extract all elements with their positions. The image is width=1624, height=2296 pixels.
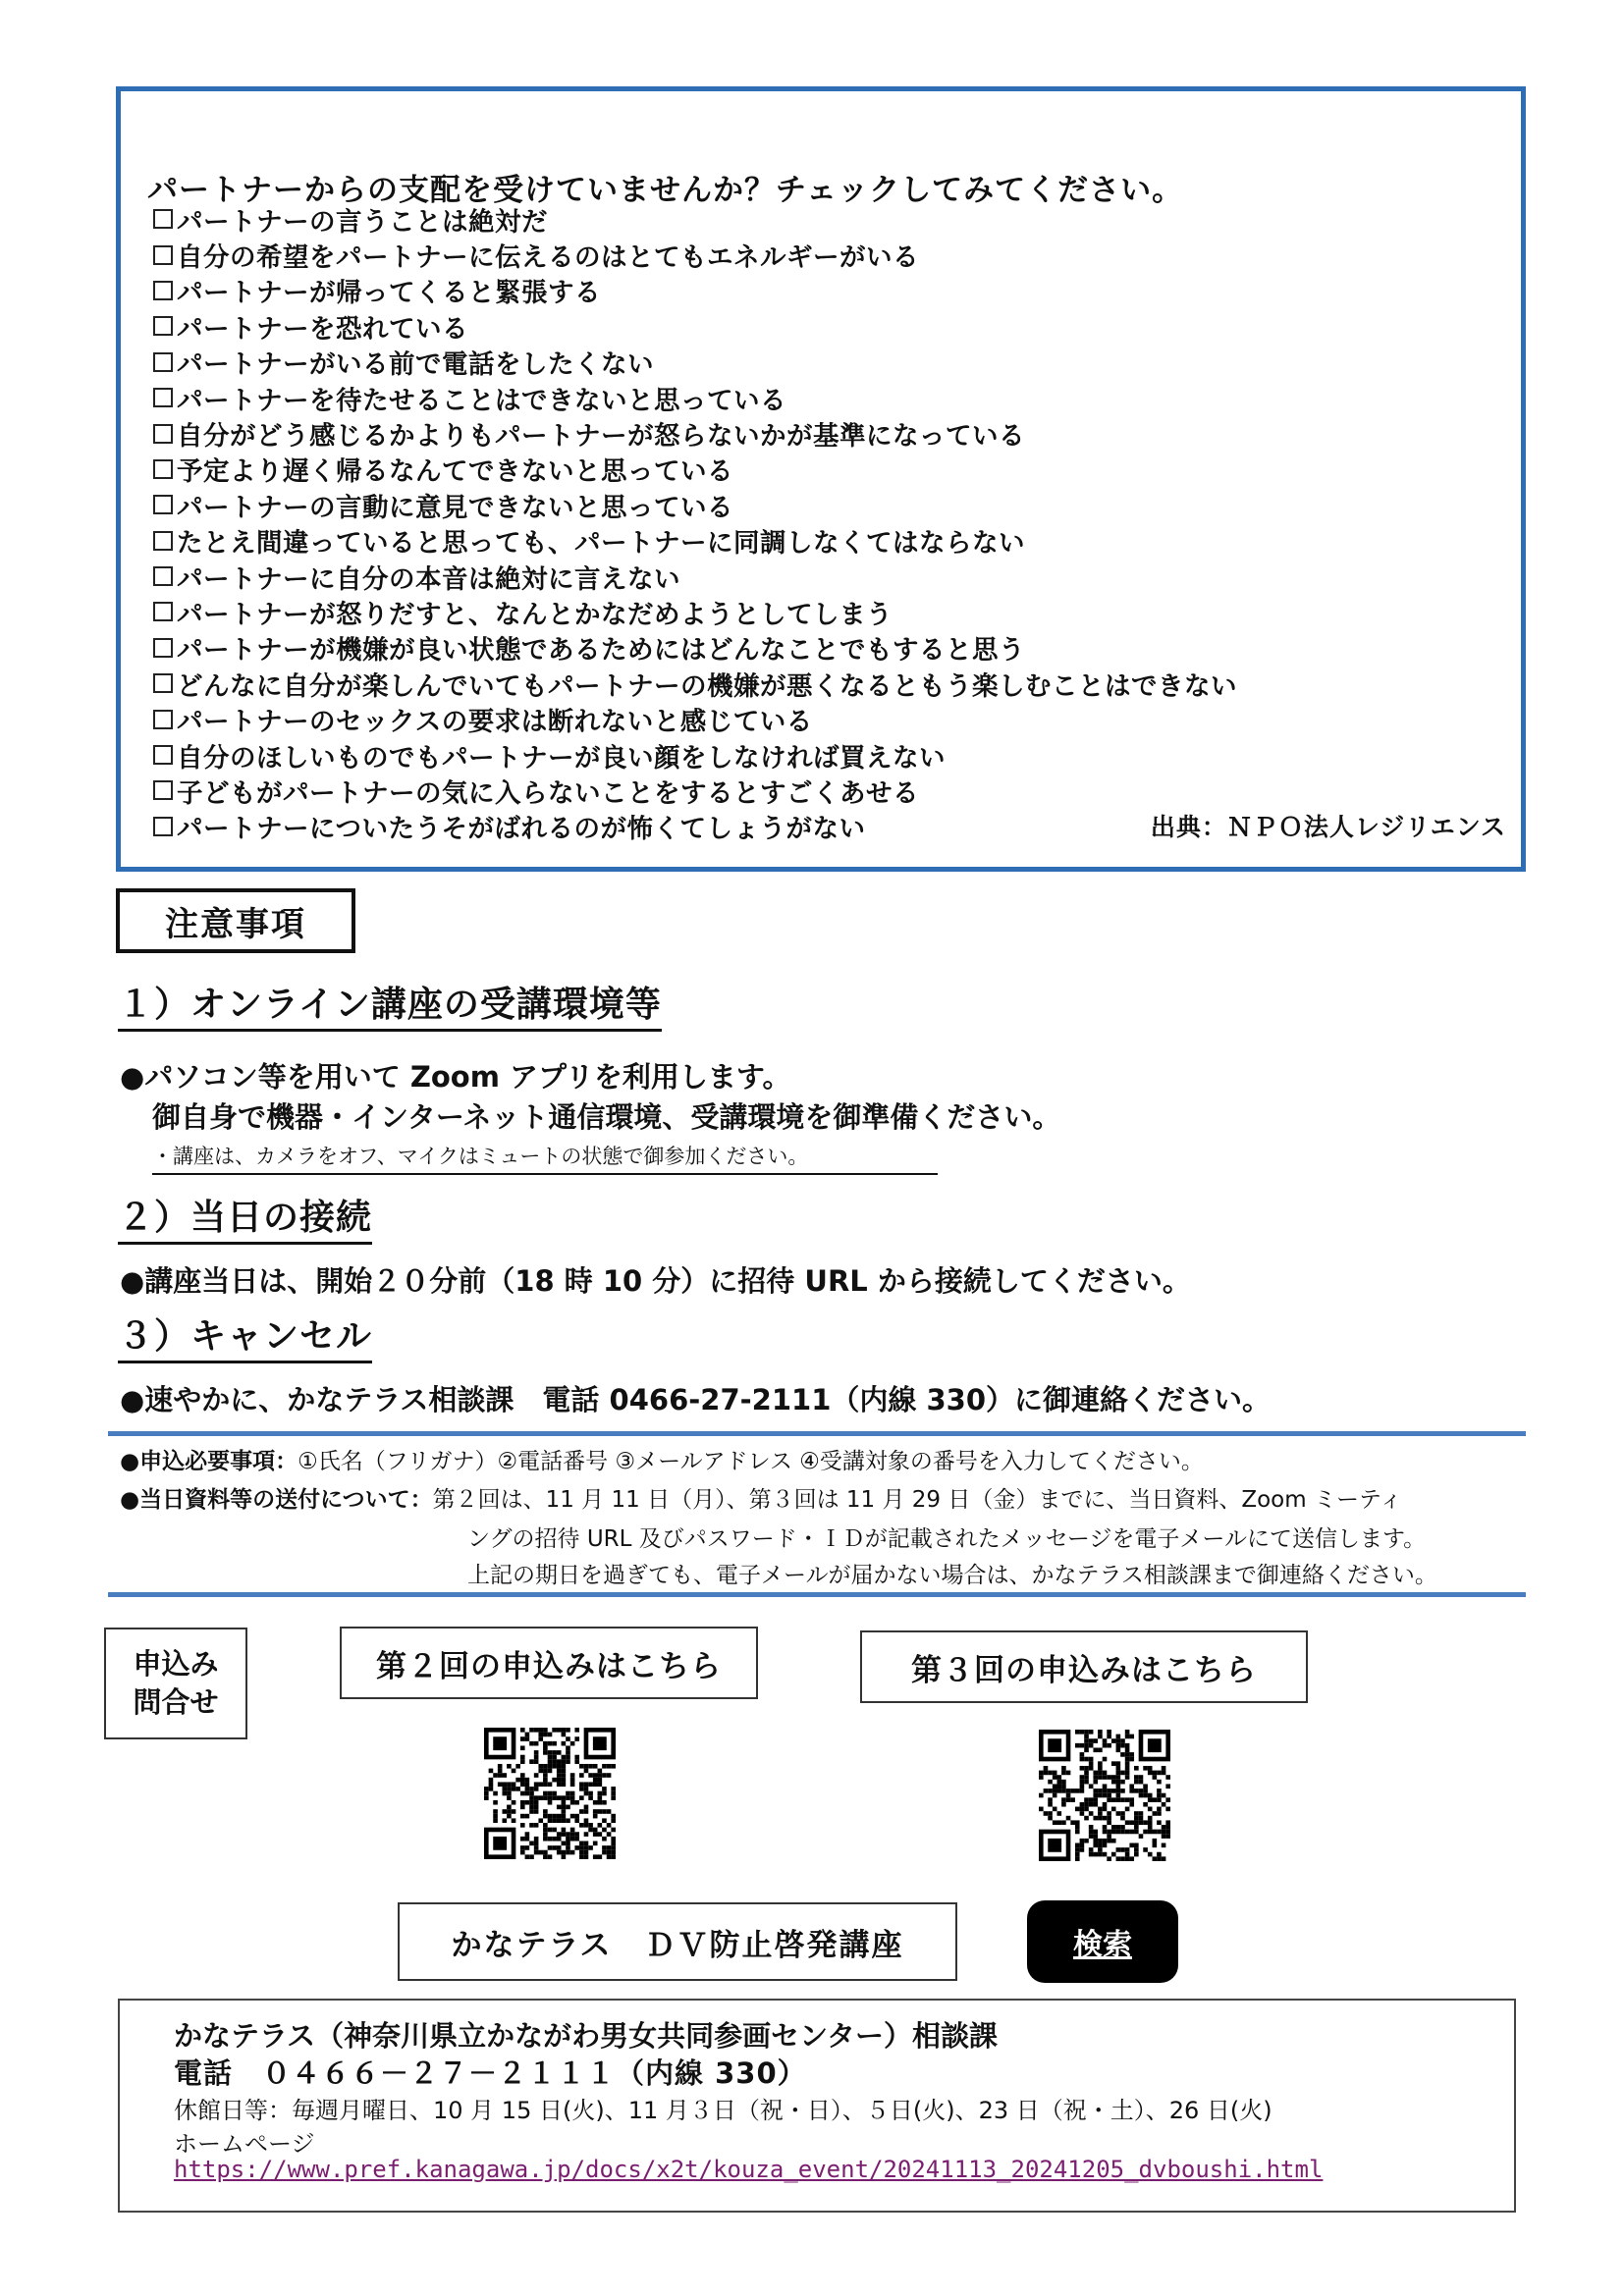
- footer-contact: [118, 1999, 1516, 2213]
- checklist-items: [153, 201, 1237, 844]
- checkbox[interactable]: [153, 281, 173, 300]
- check-item-label: パートナーの言動に意見できないと思っている: [177, 492, 733, 523]
- requirements-line-1: [120, 1443, 1204, 1475]
- check-item-label: どんなに自分が楽しんでいてもパートナーの機嫌が悪くなるともう楽しむことはできない: [177, 670, 1237, 702]
- apply-round-3-link[interactable]: 第３回の申込みはこちら: [860, 1630, 1308, 1703]
- checkbox[interactable]: [153, 352, 173, 372]
- search-query-box[interactable]: かなテラス ＤＶ防止啓発講座: [398, 1902, 957, 1981]
- check-item: [153, 237, 1237, 272]
- environment-note: ・講座は、カメラをオフ、マイクはミュートの状態で御参加ください。: [152, 1141, 938, 1175]
- check-item: [153, 487, 1237, 522]
- section-heading-cancel: ３）キャンセル: [118, 1308, 372, 1363]
- check-item-label: 自分がどう感じるかよりもパートナーが怒らないかが基準になっている: [177, 421, 1025, 453]
- check-item: [153, 666, 1237, 701]
- checkbox[interactable]: [153, 602, 173, 621]
- divider-top: [108, 1431, 1526, 1436]
- checkbox[interactable]: [153, 710, 173, 729]
- qr-code-round-2[interactable]: [484, 1728, 616, 1859]
- check-item: [153, 630, 1237, 666]
- checkbox[interactable]: [153, 495, 173, 514]
- check-item-label: パートナーのセックスの要求は断れないと感じている: [177, 707, 813, 738]
- materials-text-b: ングの招待 URL 及びパスワード・ＩＤが記載されたメッセージを電子メールにて送信します。: [467, 1526, 1427, 1552]
- checkbox[interactable]: [153, 745, 173, 765]
- checkbox[interactable]: [153, 566, 173, 586]
- qr-code-round-3[interactable]: [1039, 1730, 1170, 1861]
- check-item-label: パートナーがいる前で電話をしたくない: [177, 349, 654, 381]
- check-item: [153, 523, 1237, 559]
- checkbox[interactable]: [153, 817, 173, 836]
- materials-text-a: 第２回は、11 月 11 日（月）、第３回は 11 月 29 日（金）までに、当日資料、Zoom ミーティ: [432, 1487, 1403, 1513]
- check-item-label: パートナーについたうそがばれるのが怖くてしょうがない: [177, 814, 866, 845]
- checkbox[interactable]: [153, 424, 173, 444]
- section-heading-environment: １）オンライン講座の受講環境等: [118, 977, 662, 1032]
- apply-contact-label: [104, 1628, 247, 1739]
- checkbox[interactable]: [153, 531, 173, 551]
- footer-closed-days: 休館日等：毎週月曜日、10 月 15 日(火)、11 月３日（祝・日）、５日(火)、23 日（祝・土）、26 日(火): [174, 2097, 1272, 2124]
- environment-line-1: ●パソコン等を用いて Zoom アプリを利用します。: [120, 1060, 791, 1094]
- check-item-label: パートナーが機嫌が良い状態であるためにはどんなことでもすると思う: [177, 635, 1025, 667]
- check-item: [153, 201, 1237, 237]
- check-item: [153, 308, 1237, 344]
- check-item-label: パートナーに自分の本音は絶対に言えない: [177, 563, 680, 595]
- checkbox[interactable]: [153, 780, 173, 800]
- check-item: [153, 594, 1237, 629]
- materials-label: ●当日資料等の送付について：: [120, 1487, 433, 1513]
- check-item-label: 自分のほしいものでもパートナーが良い顔をしなければ買えない: [177, 742, 946, 774]
- requirements-label: ●申込必要事項：: [120, 1449, 298, 1474]
- checklist-title: パートナーからの支配を受けていませんか？チェックしてみてください。: [147, 173, 1184, 208]
- checkbox[interactable]: [153, 673, 173, 693]
- footer-homepage-link[interactable]: https://www.pref.kanagawa.jp/docs/x2t/kouza_event/20241113_20241205_dvboushi.html: [174, 2156, 1324, 2183]
- checkbox[interactable]: [153, 316, 173, 336]
- check-item: [153, 809, 1237, 844]
- check-item: [153, 559, 1237, 594]
- environment-line-2: 御自身で機器・インターネット通信環境、受講環境を御準備ください。: [152, 1100, 1061, 1134]
- notes-heading: 注意事項: [116, 888, 355, 953]
- apply-label-line-2: 問合せ: [133, 1685, 219, 1719]
- connection-line: ●講座当日は、開始２０分前（18 時 10 分）に招待 URL から接続してください。: [120, 1264, 1191, 1298]
- check-item-label: パートナーを待たせることはできないと思っている: [177, 385, 786, 416]
- check-item: [153, 701, 1237, 736]
- cancel-line: ●速やかに、かなテラス相談課 電話 0466-27-2111（内線 330）に御連絡ください。: [120, 1383, 1272, 1416]
- check-item: [153, 273, 1237, 308]
- apply-label-line-1: 申込み: [133, 1646, 219, 1681]
- checkbox[interactable]: [153, 388, 173, 407]
- footer-org: かなテラス（神奈川県立かながわ男女共同参画センター）相談課: [174, 2019, 998, 2053]
- checkbox[interactable]: [153, 459, 173, 479]
- check-item-label: たとえ間違っていると思っても、パートナーに同調しなくてはならない: [177, 528, 1025, 560]
- materials-text-c: 上記の期日を過ぎても、電子メールが届かない場合は、かなテラス相談課まで御連絡ください。: [467, 1563, 1437, 1588]
- check-item-label: 自分の希望をパートナーに伝えるのはとてもエネルギーがいる: [177, 242, 919, 274]
- checklist-source: 出典：ＮＰＯ法人レジリエンス: [1150, 813, 1506, 841]
- check-item: [153, 737, 1237, 773]
- checkbox[interactable]: [153, 245, 173, 265]
- apply-round-2-link[interactable]: 第２回の申込みはこちら: [340, 1627, 758, 1699]
- search-button[interactable]: [1027, 1900, 1178, 1983]
- divider-bottom: [108, 1592, 1526, 1597]
- check-item: [153, 773, 1237, 808]
- requirements-text: ①氏名（フリガナ）②電話番号 ③メールアドレス ④受講対象の番号を入力してください。: [298, 1449, 1204, 1474]
- footer-tel: 電話 ０４６６－２７－２１１１（内線 330）: [174, 2056, 807, 2090]
- check-item: [153, 345, 1237, 380]
- check-item-label: 子どもがパートナーの気に入らないことをするとすごくあせる: [177, 777, 919, 809]
- check-item-label: パートナーが帰ってくると緊張する: [177, 278, 601, 309]
- check-item-label: パートナーの言うことは絶対だ: [177, 206, 548, 238]
- checkbox[interactable]: [153, 209, 173, 229]
- check-item: [153, 452, 1237, 487]
- materials-line-1: [120, 1481, 1402, 1514]
- search-button-label: 検索: [1073, 1928, 1132, 1962]
- check-item: [153, 380, 1237, 415]
- checkbox[interactable]: [153, 638, 173, 658]
- check-item-label: 予定より遅く帰るなんてできないと思っている: [177, 456, 733, 488]
- check-item-label: パートナーを恐れている: [177, 313, 468, 345]
- check-item: [153, 415, 1237, 451]
- check-item-label: パートナーが怒りだすと、なんとかなだめようとしてしまう: [177, 600, 893, 630]
- footer-homepage-label: ホームページ: [174, 2130, 315, 2158]
- section-heading-connection: ２）当日の接続: [118, 1190, 372, 1245]
